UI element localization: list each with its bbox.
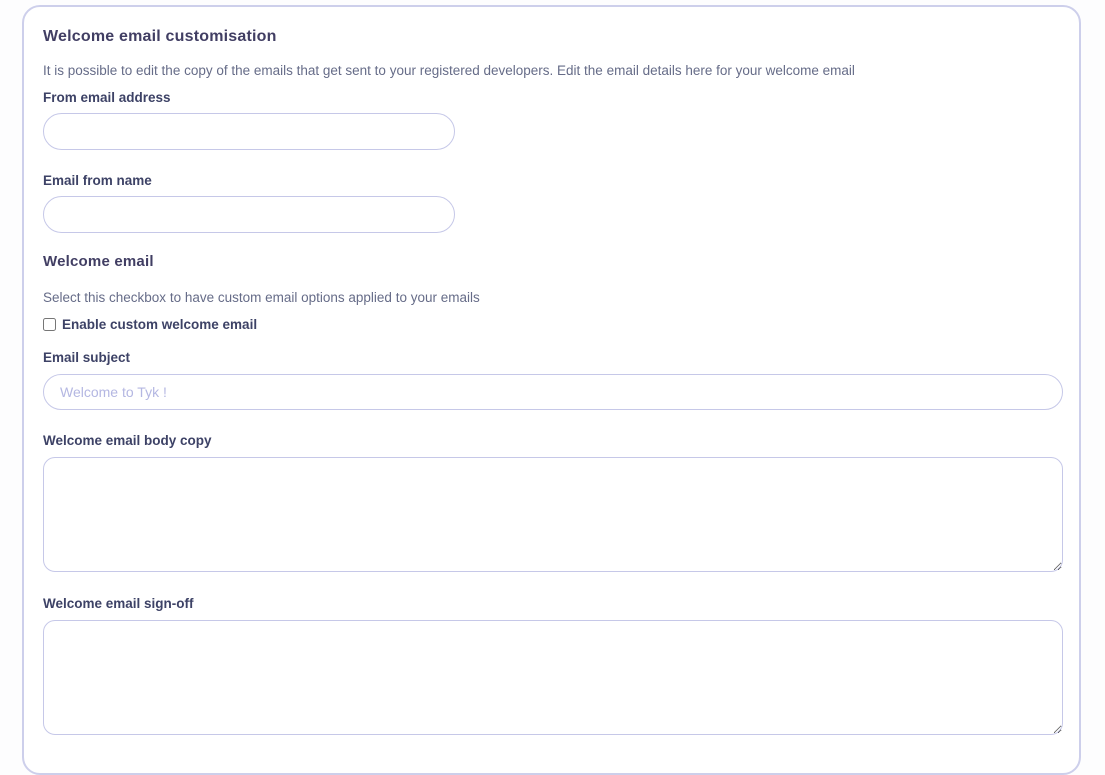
email-subject-label: Email subject: [43, 350, 131, 365]
email-subject-input[interactable]: [43, 374, 1063, 410]
enable-custom-welcome-email-checkbox[interactable]: [43, 318, 56, 331]
email-customisation-card: [22, 5, 1081, 775]
page-title: Welcome email customisation: [43, 28, 277, 45]
from-name-label: Email from name: [43, 173, 152, 188]
body-copy-textarea[interactable]: [43, 457, 1063, 572]
intro-text: It is possible to edit the copy of the emails that get sent to your registered developers. Edit the email details here for your welcome email: [43, 63, 855, 78]
welcome-email-section-title: Welcome email: [43, 253, 154, 270]
spacer: [43, 572, 1060, 597]
enable-custom-welcome-email-label[interactable]: Enable custom welcome email: [62, 317, 258, 332]
from-email-input[interactable]: [43, 113, 455, 150]
from-email-label: From email address: [43, 90, 171, 105]
from-name-input[interactable]: [43, 196, 455, 233]
signoff-textarea[interactable]: [43, 620, 1063, 735]
spacer: [43, 410, 1060, 434]
welcome-email-description: Select this checkbox to have custom email options applied to your emails: [43, 290, 480, 305]
spacer: [43, 150, 1060, 174]
enable-custom-welcome-email-row: [43, 317, 1060, 332]
signoff-label: Welcome email sign-off: [43, 596, 194, 611]
spacer: [43, 332, 1060, 351]
body-copy-label: Welcome email body copy: [43, 433, 212, 448]
